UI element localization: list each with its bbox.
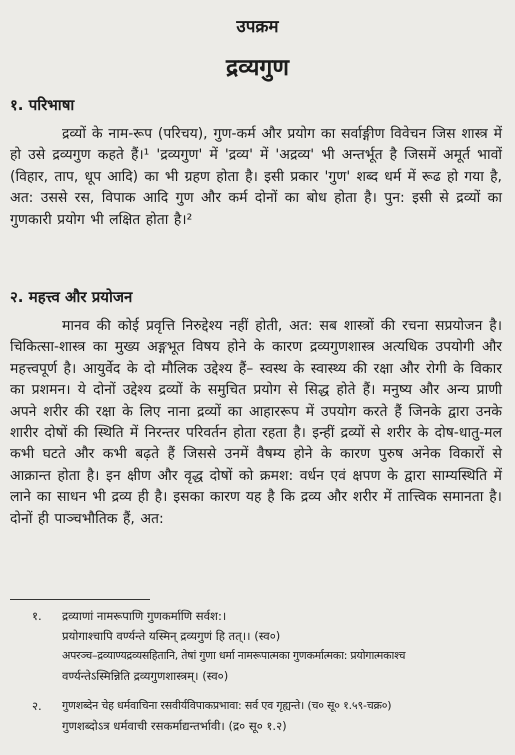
- footnote-line: गुणशब्देन चेह धर्मवाचिना रसवीर्यविपाकप्रभावा: सर्व एव गृह्यन्ते। (च० सू० १.५९-चक्र०): [62, 699, 392, 712]
- footnote-line: गुणशब्दोऽत्र धर्मवाची रसकर्माद्यन्तर्भावी। (द्र० सू० १.२): [62, 719, 287, 733]
- section-heading-importance: २. महत्त्व और प्रयोजन: [10, 288, 133, 306]
- footnote-line: अपरञ्च–द्रव्याण्यद्रव्यसहितानि, तेषां गुणा धर्मा नामरूपात्मका गुणकर्मात्मका: प्रयोगात्मकाश्च: [62, 649, 406, 662]
- chapter-title: द्रव्यगुण: [226, 55, 289, 81]
- footnote-divider: [10, 599, 150, 600]
- footnote-line: प्रयोगाश्चापि वर्ण्यन्ते यस्मिन् द्रव्यगुणं हि तत्।। (स्व०): [62, 629, 281, 643]
- chapter-overline: उपक्रम: [236, 17, 279, 37]
- footnote-number: २.: [32, 699, 42, 713]
- footnote-line: द्रव्याणां नामरूपाणि गुणकर्माणि सर्वश:।: [62, 609, 227, 623]
- footnote-line: वर्ण्यन्तेऽस्मिन्निति द्रव्यगुणशास्त्रम्। (स्व०): [62, 669, 229, 683]
- footnote-2: [32, 696, 504, 736]
- footnote-1: [32, 606, 504, 686]
- footnote-number: १.: [32, 609, 42, 623]
- section-paragraph-importance: मानव की कोई प्रवृत्ति निरुद्देश्य नहीं होती, अत: सब शास्त्रों की रचना सप्रयोजन है। चिकित्सा-शास्त्र का मुख्य अङ्गभूत विषय होने के कारण द्रव्यगुणशास्त्र अत्यधिक उपयोगी और महत्त्वपूर्ण है। आयुर्वेद के दो मौलिक उद्देश्य हैं– स्वस्थ के स्वास्थ्य की रक्षा और रोगी के विकार का प्रशमन। ये दोनों उद्देश्य द्रव्यों के समुचित प्रयोग से सिद्ध होते हैं। मनुष्य और अन्य प्राणी अपने शरीर की रक्षा के लिए नाना द्रव्यों का आहाररूप में उपयोग करते हैं जिनके द्वारा उनके शारीर दोषों की स्थिति में निरन्तर परिवर्तन होता रहता है। इन्हीं द्रव्यों से शरीर के दोष-धातु-मल कभी घटते और कभी बढ़ते हैं जिससे उनमें वैषम्य होने के कारण पुरुष अनेक विकारों से आक्रान्त होता है। इन क्षीण और वृद्ध दोषों को क्रमश: वर्धन एवं क्षपण के द्वारा साम्यस्थिति में लाने का साधन भी द्रव्य ही है। इसका कारण यह है कि द्रव्य और शरीर में तात्त्विक समानता है। दोनों ही पाञ्चभौतिक हैं, अत:: [10, 318, 502, 527]
- section-paragraph-definition: द्रव्यों के नाम-रूप (परिचय), गुण-कर्म और प्रयोग का सर्वाङ्गीण विवेचन जिस शास्त्र में हो उसे द्रव्यगुण कहते हैं।¹ 'द्रव्यगुण' में 'द्रव्य' में 'अद्रव्य' भी अन्तर्भूत है जिसमें अमूर्त भावों (विहार, ताप, धूप आदि) का भी ग्रहण होता है। इसी प्रकार 'गुण' शब्द धर्म में रूढ हो गया है, अत: उससे रस, विपाक आदि गुण और कर्म दोनों का बोध होता है। पुन: इसी से द्रव्यों का गुणकारी प्रयोग भी लक्षित होता है।²: [10, 126, 502, 228]
- section-heading-definition: १. परिभाषा: [10, 96, 75, 114]
